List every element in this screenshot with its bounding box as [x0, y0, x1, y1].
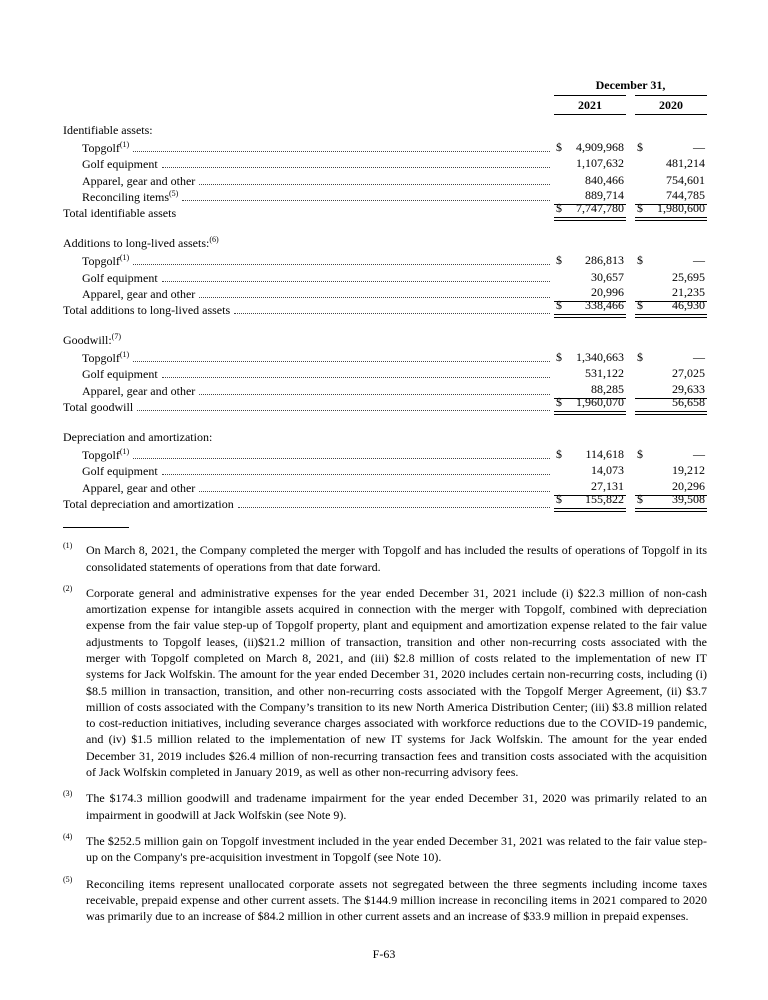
- table-row: [63, 172, 707, 188]
- row-label-text: Total identifiable assets: [63, 206, 177, 221]
- table-total-row: [63, 298, 707, 318]
- table-total-row: [63, 395, 707, 415]
- row-label: [63, 400, 554, 415]
- value-cell-2021: [554, 463, 626, 479]
- value-2020: 1,980,600: [657, 201, 705, 216]
- value-cell-2020: [635, 253, 707, 269]
- value-cell-2021: [554, 156, 626, 172]
- footnote: [63, 833, 707, 866]
- table-header: [554, 78, 707, 115]
- table-row: [63, 139, 707, 155]
- leader-dots: [234, 312, 550, 314]
- leader-dots: [162, 166, 550, 168]
- dollar-sign: $: [637, 253, 643, 268]
- table-section: [63, 236, 707, 318]
- row-label-text: Topgolf$^{(1)}$: [82, 140, 130, 155]
- value-2021: 889,714: [585, 187, 624, 202]
- row-label-text: Reconciling items$^{(5)}$: [82, 189, 179, 204]
- value-2021: 338,466: [585, 298, 624, 313]
- footnotes: [63, 542, 707, 924]
- row-label-text: Total depreciation and amortization: [63, 497, 234, 512]
- dollar-sign: $: [637, 447, 643, 462]
- value-2021: 840,466: [585, 172, 624, 187]
- dollar-sign: $: [637, 350, 643, 365]
- row-label: [63, 287, 554, 302]
- table-section: [63, 123, 707, 221]
- table-row: [63, 156, 707, 172]
- footnote: [63, 585, 707, 781]
- leader-dots: [162, 473, 550, 475]
- table-row: [63, 269, 707, 285]
- value-cell-2020: [635, 173, 707, 189]
- value-2020: 46,930: [672, 298, 705, 313]
- row-label: [63, 384, 554, 399]
- leader-dots: [182, 199, 550, 201]
- note-reference: (5): [168, 189, 179, 198]
- financial-table-sections: [63, 123, 707, 512]
- value-cell-2020: [635, 201, 707, 221]
- value-cell-2020: [635, 156, 707, 172]
- value-2021: 7,747,780: [576, 201, 624, 216]
- row-label-text: Topgolf$^{(1)}$: [82, 351, 130, 366]
- value-2020: 56,658: [672, 395, 705, 410]
- footnote: [63, 790, 707, 823]
- row-label-text: Topgolf$^{(1)}$: [82, 254, 130, 269]
- section-heading: Depreciation and amortization:: [63, 430, 213, 445]
- row-label: [63, 157, 554, 172]
- dollar-sign: $: [556, 350, 562, 365]
- leader-dots: [162, 280, 550, 282]
- value-2020: —: [693, 139, 705, 154]
- leader-dots: [199, 296, 550, 298]
- value-2021: 14,073: [591, 463, 624, 478]
- leader-dots: [199, 490, 550, 492]
- value-cell-2021: [554, 395, 626, 415]
- row-label: [63, 206, 554, 221]
- value-2021: 20,996: [591, 284, 624, 299]
- value-2021: 1,340,663: [576, 350, 624, 365]
- row-label: [63, 303, 554, 318]
- value-cell-2021: [554, 270, 626, 286]
- footnote-text: Reconciling items represent unallocated corporate assets not segregated between the three segments including income taxes receivable, prepaid expense and other current assets. The $144.9 million increase in reconciling items in 2021 compared to 2020 was primarily due to an increase of $84.2 million in other current assets and an increase of $33.9 million in prepaid expenses.: [86, 876, 707, 924]
- value-cell-2021: [554, 298, 626, 318]
- row-label: [63, 497, 554, 512]
- header-rules: [554, 95, 707, 96]
- value-2020: 25,695: [672, 269, 705, 284]
- table-row: [63, 447, 707, 463]
- footnote-marker: (4): [63, 831, 73, 841]
- note-reference: (1): [119, 254, 130, 263]
- row-label: [63, 481, 554, 496]
- row-label: [63, 464, 554, 479]
- table-row: [63, 253, 707, 269]
- value-2021: 155,822: [585, 492, 624, 507]
- value-cell-2021: [554, 201, 626, 221]
- footnote-text: The $252.5 million gain on Topgolf investment included in the year ended December 31, 2021 was related to the fair value step-up on the Company's pre-acquisition investment in Topgolf (see Note 10).: [86, 833, 707, 865]
- value-cell-2020: [635, 463, 707, 479]
- dollar-sign: $: [556, 253, 562, 268]
- section-heading: Identifiable assets:: [63, 123, 153, 137]
- value-2020: 20,296: [672, 478, 705, 493]
- value-2020: 39,508: [672, 492, 705, 507]
- value-cell-2021: [554, 173, 626, 189]
- dollar-sign: $: [556, 447, 562, 462]
- leader-dots: [199, 183, 550, 185]
- footnote-marker: (5): [63, 874, 73, 884]
- value-2020: —: [693, 447, 705, 462]
- dollar-sign: $: [637, 298, 643, 313]
- value-2021: 531,122: [585, 366, 624, 381]
- table-total-row: [63, 201, 707, 221]
- value-cell-2020: [635, 395, 707, 415]
- header-rule-2020: [635, 95, 707, 96]
- row-label-text: Apparel, gear and other: [82, 173, 196, 188]
- value-cell-2021: [554, 366, 626, 382]
- value-cell-2020: [635, 366, 707, 382]
- dollar-sign: $: [556, 139, 562, 154]
- value-cell-2021: [554, 140, 626, 156]
- leader-dots: [133, 150, 550, 152]
- footnote: [63, 876, 707, 925]
- value-cell-2021: [554, 447, 626, 463]
- table-header-date: December 31,: [595, 78, 666, 92]
- leader-dots: [133, 263, 550, 265]
- footnote: [63, 542, 707, 575]
- leader-dots: [133, 360, 550, 362]
- table-row: [63, 350, 707, 366]
- value-2021: 114,618: [585, 447, 624, 462]
- table-row: [63, 463, 707, 479]
- row-label: [63, 448, 554, 463]
- value-2020: 19,212: [672, 463, 705, 478]
- dollar-sign: $: [637, 139, 643, 154]
- value-2021: 1,107,632: [576, 156, 624, 171]
- value-cell-2021: [554, 350, 626, 366]
- col-header-2021: 2021: [554, 98, 626, 115]
- value-cell-2021: [554, 492, 626, 512]
- table-section: [63, 333, 707, 415]
- leader-dots: [199, 393, 550, 395]
- row-label: [63, 351, 554, 366]
- value-2021: 88,285: [591, 381, 624, 396]
- note-reference: (7): [111, 332, 121, 342]
- value-cell-2020: [635, 298, 707, 318]
- row-label-text: Golf equipment: [82, 367, 158, 382]
- header-rule-2021: [554, 95, 626, 96]
- table-total-row: [63, 492, 707, 512]
- value-2021: 1,960,070: [576, 395, 624, 410]
- value-cell-2020: [635, 140, 707, 156]
- footnote-marker: (3): [63, 789, 73, 799]
- row-label: [63, 141, 554, 156]
- header-year-columns: [554, 98, 707, 115]
- note-reference: (1): [119, 140, 130, 149]
- value-cell-2020: [635, 492, 707, 512]
- col-header-2020: 2020: [635, 98, 707, 115]
- value-2021: 4,909,968: [576, 139, 624, 154]
- dollar-sign: $: [556, 298, 562, 313]
- table-section: [63, 430, 707, 512]
- leader-dots: [162, 376, 550, 378]
- value-2020: —: [693, 350, 705, 365]
- dollar-sign: $: [637, 201, 643, 216]
- row-label: [63, 174, 554, 189]
- value-2020: 754,601: [666, 172, 705, 187]
- value-2020: 29,633: [672, 381, 705, 396]
- value-2021: 286,813: [585, 253, 624, 268]
- leader-dots: [137, 409, 550, 411]
- value-cell-2020: [635, 350, 707, 366]
- row-label-text: Golf equipment: [82, 157, 158, 172]
- value-2020: —: [693, 253, 705, 268]
- table-row: [63, 366, 707, 382]
- dollar-sign: $: [556, 492, 562, 507]
- leader-dots: [238, 506, 550, 508]
- page-number: F-63: [372, 947, 396, 961]
- row-label-text: Topgolf$^{(1)}$: [82, 448, 130, 463]
- footnote-separator: [63, 527, 129, 528]
- note-reference: (1): [119, 448, 130, 457]
- row-label: [63, 254, 554, 269]
- value-cell-2020: [635, 447, 707, 463]
- note-reference: (1): [119, 351, 130, 360]
- value-2020: 27,025: [672, 366, 705, 381]
- value-2020: 21,235: [672, 284, 705, 299]
- section-heading: Goodwill:$^{(7)}$: [63, 332, 121, 348]
- dollar-sign: $: [556, 201, 562, 216]
- row-label-text: Golf equipment: [82, 464, 158, 479]
- section-heading: Additions to long-lived assets:$^{(6)}$: [63, 235, 219, 251]
- leader-dots: [133, 457, 550, 459]
- footnote-marker: (2): [63, 583, 73, 593]
- value-2020: 481,214: [666, 156, 705, 171]
- row-label: [63, 190, 554, 205]
- row-label: [63, 271, 554, 286]
- value-2020: 744,785: [666, 187, 705, 202]
- dollar-sign: $: [637, 492, 643, 507]
- row-label-text: Apparel, gear and other: [82, 383, 196, 398]
- row-label-text: Golf equipment: [82, 270, 158, 285]
- footnote-marker: (1): [63, 541, 73, 551]
- row-label-text: Apparel, gear and other: [82, 286, 196, 301]
- value-cell-2021: [554, 253, 626, 269]
- footnote-text: Corporate general and administrative expenses for the year ended December 31, 2021 include (i) $22.3 million of non-cash amortization expense for intangible assets acquired in connection with the merger with Topgolf, combined with depreciation expense from the fair value step-up of Topgolf property, plant and equipment and amortization expense related to the fair value adjustments to Topgolf leases, (ii)$21.2 million of transaction, transition and other non-recurring costs associated with the merger with Topgolf completed on March 8, 2021, and (iii) $2.8 million of costs related to the implementation of new IT systems for Jack Wolfskin. The amount for the year ended December 31, 2020 includes certain non-recurring costs, including (i) $8.5 million in transaction, transition, and other non-recurring costs associated with the Topgolf Merger Agreement, (ii) $3.7 million of costs associated with the Company’s transition to its new North America Distribution Center; (iii) $3.8 million related to cost-reduction initiatives, including severance charges associated with workforce reductions due to the COVID-19 pandemic, and (iv) $1.5 million related to the implementation of new IT systems for Jack Wolfskin. The amount for the year ended December 31, 2019 includes $26.4 million of non-recurring transaction fees and transition costs associated with the acquisition of Jack Wolfskin completed in January 2019, as well as other non-recurring advisory fees.: [86, 585, 707, 780]
- footnote-text: The $174.3 million goodwill and tradename impairment for the year ended December 31, 2020 was primarily related to an impairment in goodwill at Jack Wolfskin (see Note 9).: [86, 791, 707, 822]
- row-label-text: Apparel, gear and other: [82, 480, 196, 495]
- value-2021: 30,657: [591, 269, 624, 284]
- note-reference: (6): [209, 235, 219, 245]
- footnote-text: On March 8, 2021, the Company completed the merger with Topgolf and has included the results of operations of Topgolf in its consolidated statements of operations from that date forward.: [86, 543, 707, 574]
- value-cell-2020: [635, 270, 707, 286]
- segment-financial-table: [63, 78, 707, 512]
- dollar-sign: $: [556, 395, 562, 410]
- row-label: [63, 367, 554, 382]
- value-2021: 27,131: [591, 478, 624, 493]
- row-label-text: Total goodwill: [63, 400, 134, 415]
- row-label-text: Total additions to long-lived assets: [63, 303, 231, 318]
